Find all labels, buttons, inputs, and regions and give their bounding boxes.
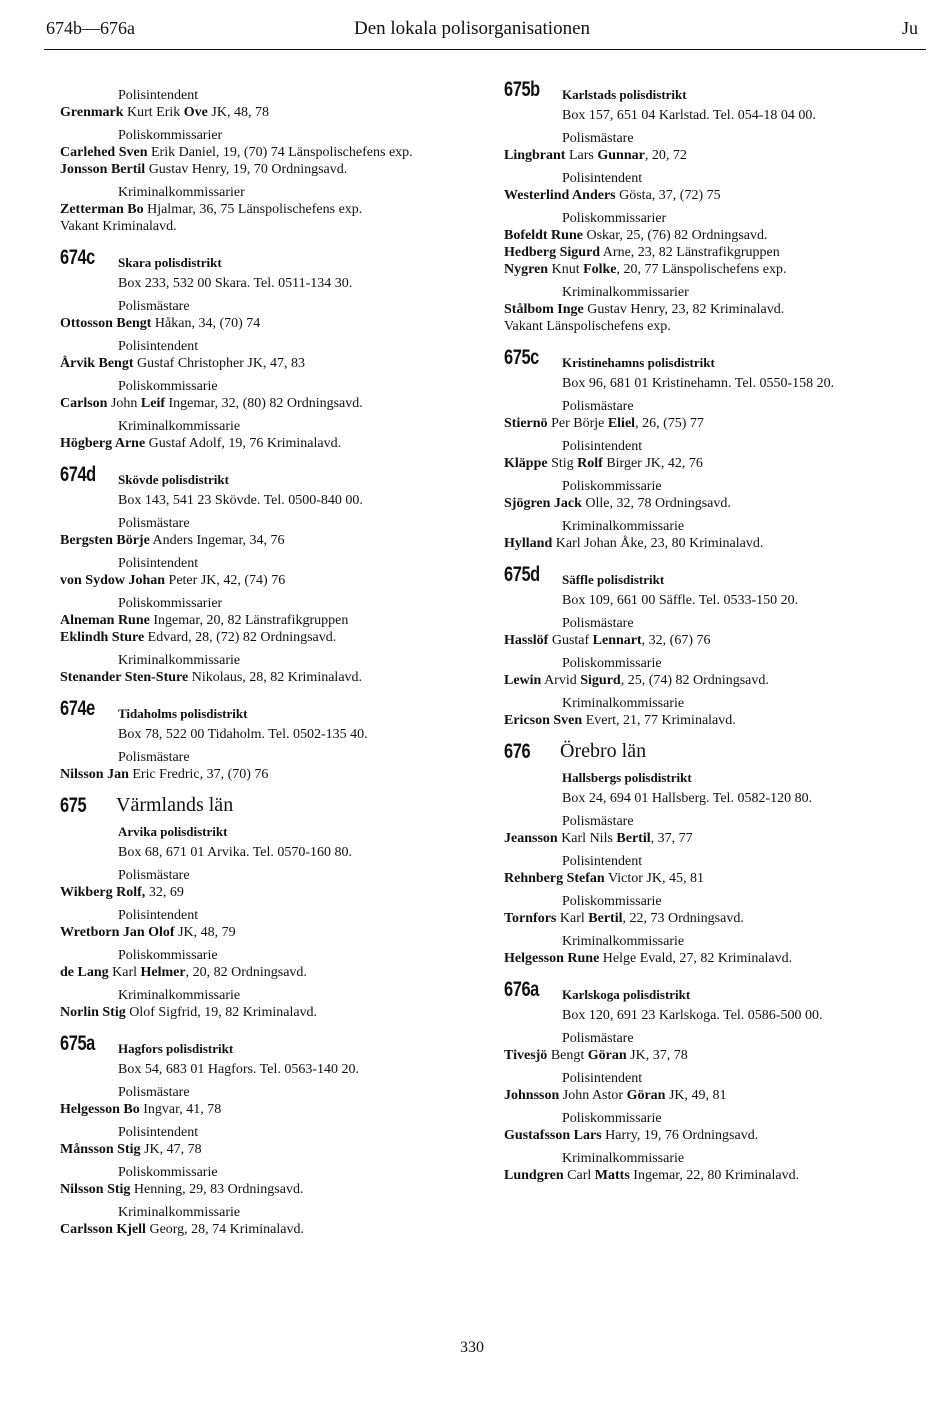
role-title: Polismästare	[562, 1031, 634, 1046]
person-names: Evert, 21, 77 Kriminalavd.	[582, 713, 736, 728]
header-section-code: Ju	[901, 18, 918, 38]
person-entry	[60, 1004, 480, 1021]
person-names: Hjalmar, 36, 75 Länspolischefens exp.	[143, 202, 363, 217]
person-details: , 26, (75) 77	[635, 416, 704, 431]
person-surname: Stenander Sten-Sture	[60, 670, 189, 685]
role-title: Polismästare	[118, 1085, 190, 1100]
role-title: Poliskommissarie	[118, 948, 218, 963]
person-surname: Carlson	[60, 396, 108, 411]
person-surname: Lundgren	[504, 1168, 564, 1183]
role-title: Polismästare	[562, 131, 634, 146]
person-surname: Högberg Arne	[60, 436, 146, 451]
person-entry	[60, 766, 480, 783]
district-section	[504, 978, 924, 1184]
person-names: Olle, 32, 78 Ordningsavd.	[581, 496, 731, 511]
role-title: Polisintendent	[562, 439, 643, 454]
person-surname: Carlehed Sven	[60, 145, 148, 160]
section-code: 674d	[60, 463, 96, 486]
person-surname: Nygren	[504, 262, 549, 277]
role-title: Poliskommissarie	[118, 1165, 218, 1180]
person-entry	[504, 1087, 924, 1104]
person-surname: Carlsson Kjell	[60, 1222, 146, 1237]
person-details: , 20, 82 Ordningsavd.	[185, 965, 307, 980]
district-name: Arvika polisdistrikt	[118, 824, 228, 839]
person-surname: Nilsson Jan	[60, 767, 129, 782]
role-title: Polismästare	[118, 750, 190, 765]
person-callname: Matts	[594, 1168, 630, 1183]
district-section	[60, 463, 480, 686]
person-details: , 20, 77 Länspolischefens exp.	[616, 262, 787, 277]
person-surname: Tivesjö	[504, 1048, 548, 1063]
section-code: 674c	[60, 246, 95, 269]
person-callname: Göran	[587, 1048, 627, 1063]
role-title: Polisintendent	[118, 908, 199, 923]
person-names: Peter JK, 42, (74) 76	[165, 573, 286, 588]
person-names: Karl	[108, 965, 141, 980]
district-name: Tidaholms polisdistrikt	[118, 706, 248, 721]
district-address: Box 54, 683 01 Hagfors. Tel. 0563-140 20.	[118, 1062, 360, 1077]
person-entry	[60, 1141, 480, 1158]
person-details: Birger JK, 42, 76	[602, 456, 703, 471]
person-entry	[60, 532, 480, 549]
role-title: Kriminalkommissarie	[562, 934, 685, 949]
person-entry	[504, 1167, 924, 1184]
person-surname: Stålbom Inge	[504, 302, 584, 317]
role-title: Kriminalkommissarier	[118, 185, 245, 200]
person-surname: Kläppe	[504, 456, 548, 471]
person-callname: Bertil	[616, 831, 651, 846]
person-surname: Helgesson Bo	[60, 1102, 140, 1117]
person-entry	[60, 669, 480, 686]
person-names: Stig	[547, 456, 578, 471]
person-details: , 37, 77	[650, 831, 693, 846]
person-surname: Johnsson	[504, 1088, 560, 1103]
person-callname: Lennart	[592, 633, 642, 648]
section-heading	[504, 346, 924, 375]
person-names: Karl Nils	[557, 831, 617, 846]
district-section	[60, 794, 480, 1021]
person-names: Karl Johan Åke, 23, 80 Kriminalavd.	[552, 536, 764, 551]
person-surname: Grenmark	[60, 105, 124, 120]
role-title: Kriminalkommissarie	[118, 419, 241, 434]
section-heading	[504, 563, 924, 592]
header-title: Den lokala polisorganisationen	[353, 18, 591, 39]
person-surname: Bofeldt Rune	[504, 228, 583, 243]
role-title: Polisintendent	[562, 1071, 643, 1086]
person-names: Håkan, 34, (70) 74	[151, 316, 261, 331]
person-entry	[504, 455, 924, 472]
person-details: JK, 37, 78	[626, 1048, 688, 1063]
district-address: Box 157, 651 04 Karlstad. Tel. 054-18 04 00.	[562, 108, 816, 123]
person-names: Erik Daniel, 19, (70) 74 Länspolischefens exp.	[147, 145, 413, 160]
section-code: 674e	[60, 697, 95, 720]
person-surname: Månsson Stig	[60, 1142, 141, 1157]
person-surname: Westerlind Anders	[504, 188, 616, 203]
person-callname: Sigurd	[580, 673, 621, 688]
district-section	[60, 1032, 480, 1238]
role-title: Kriminalkommissarie	[118, 1205, 241, 1220]
person-details: , 20, 72	[644, 148, 687, 163]
person-entry	[60, 1221, 480, 1238]
person-names: John	[107, 396, 141, 411]
person-entry	[504, 870, 924, 887]
person-callname: Rolf	[577, 456, 603, 471]
section-heading	[60, 1032, 480, 1061]
person-names: Ingemar, 20, 82 Länstrafikgruppen	[149, 613, 349, 628]
person-entry	[504, 261, 924, 278]
person-names: Gustav Henry, 23, 82 Kriminalavd.	[583, 302, 785, 317]
person-details: Ingemar, 32, (80) 82 Ordningsavd.	[165, 396, 363, 411]
section-code: 675b	[504, 78, 540, 101]
role-title: Kriminalkommissarier	[562, 285, 689, 300]
section-heading	[504, 740, 924, 769]
person-entry	[60, 144, 480, 161]
role-title: Poliskommissarier	[118, 596, 223, 611]
district-address: Box 78, 522 00 Tidaholm. Tel. 0502-135 40.	[118, 727, 368, 742]
person-callname: Helmer	[140, 965, 186, 980]
header-page-range: 674b—676a	[46, 18, 135, 38]
district-name: Säffle polisdistrikt	[562, 572, 665, 587]
district-address: Box 68, 671 01 Arvika. Tel. 0570-160 80.	[118, 845, 353, 860]
person-surname: Wretborn Jan Olof	[60, 925, 175, 940]
district-section	[60, 697, 480, 783]
person-surname: Hedberg Sigurd	[504, 245, 601, 260]
person-surname: Eklindh Sture	[60, 630, 145, 645]
role-title: Polismästare	[118, 516, 190, 531]
person-entry	[504, 712, 924, 729]
person-entry	[504, 301, 924, 318]
district-name: Skövde polisdistrikt	[118, 472, 229, 487]
district-address: Box 96, 681 01 Kristinehamn. Tel. 0550-158 20.	[562, 376, 835, 391]
role-title: Poliskommissarier	[118, 128, 223, 143]
person-names: Karl	[556, 911, 589, 926]
person-entry	[504, 244, 924, 261]
district-address: Box 109, 661 00 Säffle. Tel. 0533-150 20.	[562, 593, 799, 608]
person-entry	[60, 924, 480, 941]
person-names: Arne, 23, 82 Länstrafikgruppen	[600, 245, 780, 260]
role-title: Polismästare	[118, 299, 190, 314]
person-names: Arvid	[541, 673, 581, 688]
person-names: Gösta, 37, (72) 75	[615, 188, 721, 203]
role-title: Poliskommissarie	[562, 479, 662, 494]
district-section	[504, 346, 924, 552]
person-names: Gustaf Adolf, 19, 76 Kriminalavd.	[145, 436, 342, 451]
person-callname: Leif	[140, 396, 166, 411]
role-title: Kriminalkommissarie	[562, 696, 685, 711]
district-section	[60, 87, 480, 235]
section-code: 675d	[504, 563, 540, 586]
person-callname: Eliel	[607, 416, 636, 431]
section-heading	[60, 697, 480, 726]
person-entry	[60, 1181, 480, 1198]
person-surname: Helgesson Rune	[504, 951, 600, 966]
role-title: Polismästare	[118, 868, 190, 883]
person-entry	[504, 1047, 924, 1064]
section-code: 675	[60, 794, 87, 817]
person-details: , 32, (67) 76	[641, 633, 711, 648]
role-title: Kriminalkommissarie	[118, 653, 241, 668]
person-surname: Zetterman Bo	[60, 202, 144, 217]
role-title: Poliskommissarier	[562, 211, 667, 226]
section-code: 675a	[60, 1032, 95, 1055]
district-name: Karlstads polisdistrikt	[562, 87, 687, 102]
person-names: Nikolaus, 28, 82 Kriminalavd.	[188, 670, 363, 685]
district-address: Box 233, 532 00 Skara. Tel. 0511-134 30.	[118, 276, 353, 291]
person-names: Ingvar, 41, 78	[139, 1102, 222, 1117]
section-heading	[60, 794, 480, 823]
person-callname: Bertil	[588, 911, 623, 926]
person-names: John Astor	[559, 1088, 627, 1103]
role-title: Polisintendent	[118, 339, 199, 354]
person-entry	[60, 435, 480, 452]
role-title: Poliskommissarie	[562, 656, 662, 671]
role-title: Kriminalkommissarie	[562, 1151, 685, 1166]
page-number: 330	[460, 1339, 484, 1356]
person-entry	[60, 218, 480, 235]
person-names: Gustaf Christopher JK, 47, 83	[133, 356, 305, 371]
person-surname: Lingbrant	[504, 148, 566, 163]
role-title: Kriminalkommissarie	[118, 988, 241, 1003]
person-entry	[504, 147, 924, 164]
person-surname: Jeansson	[504, 831, 558, 846]
person-entry	[504, 535, 924, 552]
person-entry	[60, 629, 480, 646]
district-section	[504, 78, 924, 335]
person-entry	[60, 104, 480, 121]
person-surname: Norlin Stig	[60, 1005, 126, 1020]
person-callname: Folke	[583, 262, 617, 277]
person-surname: von Sydow Johan	[60, 573, 166, 588]
county-name: Örebro län	[560, 740, 647, 762]
section-code: 676a	[504, 978, 539, 1001]
person-names: Harry, 19, 76 Ordningsavd.	[601, 1128, 759, 1143]
person-entry	[504, 318, 924, 335]
person-surname: Gustafsson Lars	[504, 1128, 602, 1143]
role-title: Poliskommissarie	[118, 379, 218, 394]
right-column	[504, 78, 924, 1198]
role-title: Poliskommissarie	[562, 894, 662, 909]
district-name: Hallsbergs polisdistrikt	[562, 770, 692, 785]
person-entry	[504, 950, 924, 967]
person-details: JK, 48, 78	[207, 105, 269, 120]
role-title: Polisintendent	[562, 854, 643, 869]
person-names: Gustav Henry, 19, 70 Ordningsavd.	[145, 162, 348, 177]
person-names: Georg, 28, 74 Kriminalavd.	[145, 1222, 304, 1237]
person-surname: Wikberg Rolf,	[60, 885, 146, 900]
person-entry	[504, 830, 924, 847]
person-details: Ingemar, 22, 80 Kriminalavd.	[629, 1168, 800, 1183]
person-names: Carl	[563, 1168, 595, 1183]
person-surname: Hasslöf	[504, 633, 549, 648]
person-names: Oskar, 25, (76) 82 Ordningsavd.	[582, 228, 768, 243]
person-surname: Bergsten Börje	[60, 533, 150, 548]
person-names: Knut	[548, 262, 584, 277]
district-section	[504, 563, 924, 729]
person-names: 32, 69	[145, 885, 184, 900]
person-details: , 22, 73 Ordningsavd.	[622, 911, 744, 926]
person-surname: Nilsson Stig	[60, 1182, 131, 1197]
section-heading	[504, 978, 924, 1007]
role-title: Kriminalkommissarie	[562, 519, 685, 534]
person-names: Anders Ingemar, 34, 76	[149, 533, 285, 548]
person-entry	[60, 612, 480, 629]
person-entry	[60, 572, 480, 589]
district-name: Kristinehamns polisdistrikt	[562, 355, 715, 370]
person-names: Victor JK, 45, 81	[604, 871, 704, 886]
role-title: Polisintendent	[118, 1125, 199, 1140]
district-section	[504, 740, 924, 967]
person-entry	[60, 161, 480, 178]
person-entry	[60, 1101, 480, 1118]
person-entry	[60, 884, 480, 901]
person-names: Vakant Kriminalavd.	[60, 219, 177, 234]
district-section	[60, 246, 480, 452]
person-surname: Hylland	[504, 536, 553, 551]
person-names: Henning, 29, 83 Ordningsavd.	[130, 1182, 304, 1197]
role-title: Polismästare	[562, 814, 634, 829]
person-surname: Tornfors	[504, 911, 557, 926]
person-entry	[504, 632, 924, 649]
header-rule	[44, 49, 926, 50]
person-entry	[504, 672, 924, 689]
section-code: 675c	[504, 346, 539, 369]
section-code: 676	[504, 740, 531, 763]
person-entry	[504, 1127, 924, 1144]
section-heading	[60, 463, 480, 492]
person-details: , 25, (74) 82 Ordningsavd.	[620, 673, 769, 688]
person-surname: Ottosson Bengt	[60, 316, 152, 331]
person-entry	[504, 415, 924, 432]
person-entry	[60, 964, 480, 981]
district-address: Box 143, 541 23 Skövde. Tel. 0500-840 00.	[118, 493, 363, 508]
person-entry	[504, 227, 924, 244]
person-surname: de Lang	[60, 965, 109, 980]
district-name: Karlskoga polisdistrikt	[562, 987, 691, 1002]
person-entry	[504, 910, 924, 927]
role-title: Poliskommissarie	[562, 1111, 662, 1126]
person-names: Bengt	[547, 1048, 588, 1063]
section-heading	[60, 246, 480, 275]
section-heading	[504, 78, 924, 107]
person-names: Eric Fredric, 37, (70) 76	[128, 767, 269, 782]
person-surname: Årvik Bengt	[60, 356, 134, 371]
district-name: Hagfors polisdistrikt	[118, 1041, 234, 1056]
person-entry	[60, 201, 480, 218]
person-details: JK, 49, 81	[665, 1088, 727, 1103]
role-title: Polismästare	[562, 616, 634, 631]
person-surname: Rehnberg Stefan	[504, 871, 605, 886]
role-title: Polismästare	[562, 399, 634, 414]
person-entry	[504, 187, 924, 204]
person-entry	[60, 315, 480, 332]
district-address: Box 24, 694 01 Hallsberg. Tel. 0582-120 80.	[562, 791, 813, 806]
role-title: Polisintendent	[118, 88, 199, 103]
person-surname: Alneman Rune	[60, 613, 150, 628]
role-title: Polisintendent	[562, 171, 643, 186]
person-names: JK, 47, 78	[140, 1142, 202, 1157]
person-surname: Stiernö	[504, 416, 548, 431]
person-entry	[504, 495, 924, 512]
person-surname: Lewin	[504, 673, 542, 688]
person-surname: Sjögren Jack	[504, 496, 582, 511]
role-title: Polisintendent	[118, 556, 199, 571]
person-names: Helge Evald, 27, 82 Kriminalavd.	[599, 951, 793, 966]
person-names: JK, 48, 79	[174, 925, 236, 940]
person-surname: Ericson Sven	[504, 713, 583, 728]
person-names: Kurt Erik	[123, 105, 184, 120]
district-name: Skara polisdistrikt	[118, 255, 222, 270]
person-names: Lars	[565, 148, 598, 163]
person-names: Vakant Länspolischefens exp.	[504, 319, 671, 334]
county-name: Värmlands län	[116, 794, 234, 816]
person-callname: Gunnar	[597, 148, 645, 163]
person-names: Olof Sigfrid, 19, 82 Kriminalavd.	[125, 1005, 318, 1020]
left-column	[60, 81, 480, 1252]
person-callname: Göran	[626, 1088, 666, 1103]
district-address: Box 120, 691 23 Karlskoga. Tel. 0586-500 00.	[562, 1008, 823, 1023]
person-names: Edvard, 28, (72) 82 Ordningsavd.	[144, 630, 337, 645]
person-entry	[60, 395, 480, 412]
person-names: Gustaf	[548, 633, 593, 648]
person-entry	[60, 355, 480, 372]
person-names: Per Börje	[547, 416, 608, 431]
person-surname: Jonsson Bertil	[60, 162, 146, 177]
person-callname: Ove	[183, 105, 208, 120]
